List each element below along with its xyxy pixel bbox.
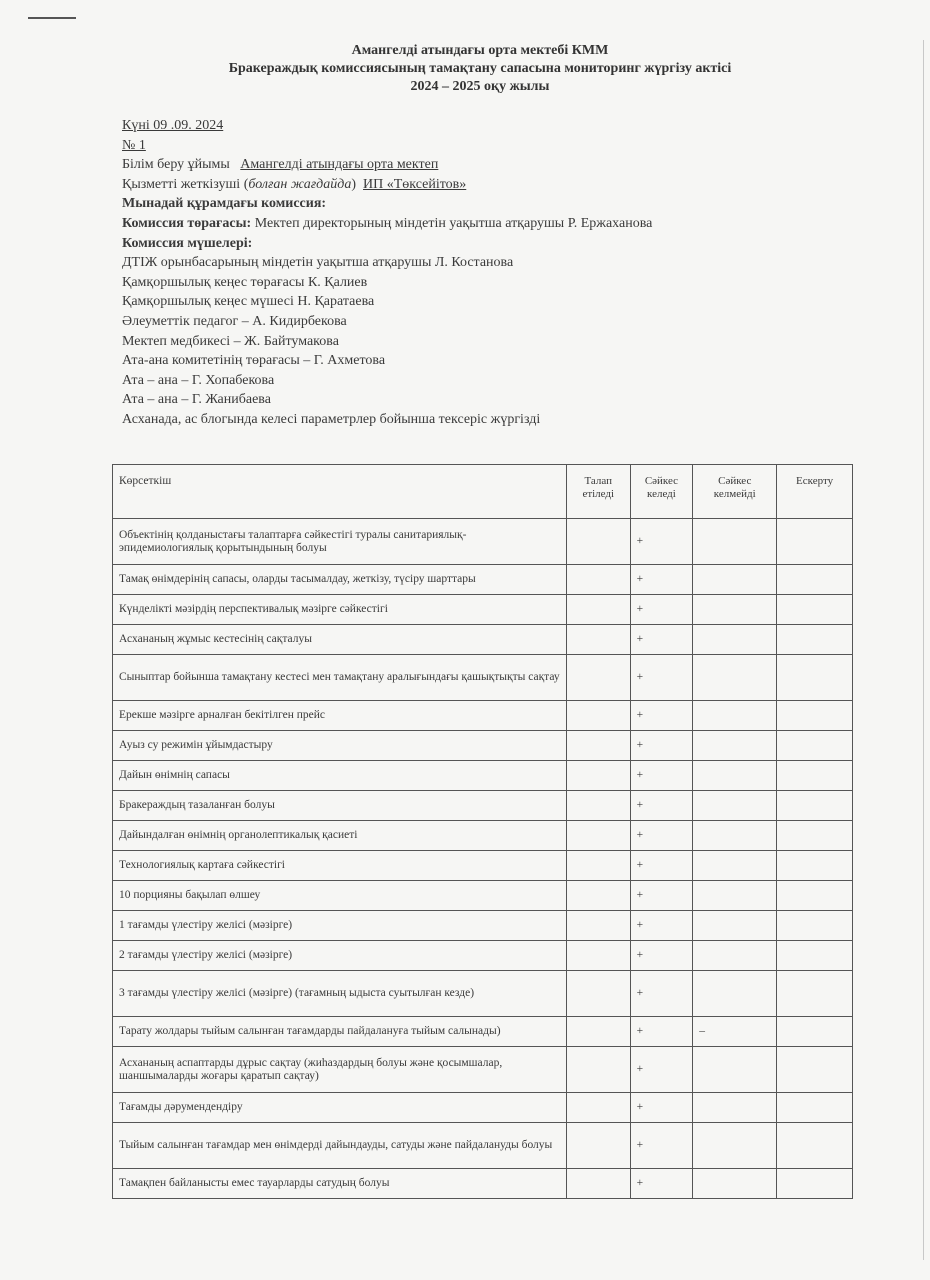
row-note — [777, 971, 853, 1017]
table-row — [113, 625, 853, 655]
member-item: Қамқоршылық кеңес төрағасы К. Қалиев — [122, 274, 368, 290]
row-indicator: Күнделікті мәзірдің перспективалық мәзірге сәйкестігі — [113, 595, 567, 625]
row-required — [566, 655, 630, 701]
table-row — [113, 731, 853, 761]
row-required — [566, 881, 630, 911]
row-indicator: Тамақпен байланысты емес тауарларды сатудың болуы — [113, 1169, 567, 1199]
row-compliant-mark: + — [630, 761, 693, 791]
table-body — [113, 519, 853, 1199]
organization-line — [122, 155, 842, 175]
row-compliant-mark: + — [630, 625, 693, 655]
row-indicator: Ерекше мәзірге арналған бекітілген прейс — [113, 701, 567, 731]
page-edge-line — [923, 40, 924, 1260]
commission-heading: Мынадай құрамдағы комиссия: — [122, 196, 327, 212]
row-required — [566, 941, 630, 971]
row-required — [566, 1047, 630, 1093]
row-compliant-mark: + — [630, 911, 693, 941]
header-act-title: Бракераждық комиссиясының тамақтану сапасына мониторинг жүргізу актісі — [228, 61, 732, 76]
row-compliant-mark: + — [630, 565, 693, 595]
row-required — [566, 761, 630, 791]
row-indicator: Тарату жолдары тыйым салынған тағамдарды пайдалануға тыйым салынады) — [113, 1017, 567, 1047]
row-noncompliant — [693, 595, 777, 625]
row-required — [566, 1123, 630, 1169]
table-row — [113, 565, 853, 595]
row-required — [566, 565, 630, 595]
row-noncompliant — [693, 881, 777, 911]
chair-label: Комиссия төрағасы: — [122, 215, 252, 231]
row-required — [566, 821, 630, 851]
table-row — [113, 1093, 853, 1123]
row-required — [566, 851, 630, 881]
row-noncompliant — [693, 761, 777, 791]
header-compliant: Сәйкес келеді — [630, 465, 693, 519]
table-row — [113, 911, 853, 941]
table-row — [113, 1047, 853, 1093]
row-required — [566, 1093, 630, 1123]
row-indicator: Дайындалған өнімнің органолептикалық қасиеті — [113, 821, 567, 851]
chair-line — [122, 214, 842, 234]
table-row — [113, 941, 853, 971]
inspection-table — [112, 464, 853, 1199]
table-row — [113, 971, 853, 1017]
document-header — [100, 42, 860, 96]
act-info — [122, 116, 842, 430]
row-indicator: Ауыз су режимін ұйымдастыру — [113, 731, 567, 761]
supplier-label: Қызметті жеткізуші ( — [122, 176, 249, 192]
row-note — [777, 881, 853, 911]
row-compliant-mark: + — [630, 731, 693, 761]
chair-value: Мектеп директорының міндетін уақытша атқарушы Р. Ержаханова — [254, 215, 653, 231]
row-compliant-mark: + — [630, 941, 693, 971]
row-compliant-mark: + — [630, 1169, 693, 1199]
act-date: Күні 09 .09. 2024 — [122, 118, 224, 133]
row-indicator: 10 порцияны бақылап өлшеу — [113, 881, 567, 911]
row-note — [777, 731, 853, 761]
row-note — [777, 851, 853, 881]
row-note — [777, 1017, 853, 1047]
supplier-value: ИП «Төксейітов» — [363, 176, 467, 192]
row-note — [777, 791, 853, 821]
table-header-row — [113, 465, 853, 519]
row-compliant-mark: + — [630, 655, 693, 701]
row-note — [777, 565, 853, 595]
table-row — [113, 791, 853, 821]
row-required — [566, 701, 630, 731]
table-row — [113, 881, 853, 911]
row-indicator: Асхананың жұмыс кестесінің сақталуы — [113, 625, 567, 655]
organization-label: Білім беру ұйымы — [122, 157, 230, 173]
closing-line: Асханада, ас блогында келесі параметрлер бойынша тексеріс жүргізді — [122, 411, 541, 427]
act-number: № 1 — [122, 137, 146, 153]
header-noncompliant: Сәйкес келмейді — [693, 465, 777, 519]
row-noncompliant — [693, 565, 777, 595]
row-note — [777, 821, 853, 851]
row-indicator: 1 тағамды үлестіру желісі (мәзірге) — [113, 911, 567, 941]
row-compliant-mark: + — [630, 791, 693, 821]
row-required — [566, 1169, 630, 1199]
row-note — [777, 1123, 853, 1169]
members-heading: Комиссия мүшелері: — [122, 235, 253, 251]
member-item: ДТІЖ орынбасарының міндетін уақытша атқарушы Л. Костанова — [122, 255, 514, 271]
row-noncompliant: – — [693, 1017, 777, 1047]
row-noncompliant — [693, 851, 777, 881]
row-compliant-mark: + — [630, 701, 693, 731]
row-note — [777, 761, 853, 791]
header-school: Амангелді атындағы орта мектебі КММ — [351, 43, 609, 58]
table-row — [113, 1017, 853, 1047]
row-compliant-mark: + — [630, 1017, 693, 1047]
table-row — [113, 595, 853, 625]
row-required — [566, 971, 630, 1017]
row-note — [777, 1169, 853, 1199]
table-row — [113, 655, 853, 701]
row-required — [566, 1017, 630, 1047]
row-indicator: Сыныптар бойынша тамақтану кестесі мен тамақтану аралығындағы қашықтықты сақтау — [113, 655, 567, 701]
row-noncompliant — [693, 655, 777, 701]
row-indicator: Дайын өнімнің сапасы — [113, 761, 567, 791]
row-noncompliant — [693, 971, 777, 1017]
row-compliant-mark: + — [630, 881, 693, 911]
scan-artifact-line — [28, 17, 76, 19]
row-noncompliant — [693, 1169, 777, 1199]
row-noncompliant — [693, 625, 777, 655]
table-row — [113, 701, 853, 731]
row-indicator: Тамақ өнімдерінің сапасы, оларды тасымалдау, жеткізу, түсіру шарттары — [113, 565, 567, 595]
row-required — [566, 625, 630, 655]
header-indicator: Көрсеткіш — [113, 465, 567, 519]
row-note — [777, 1047, 853, 1093]
row-note — [777, 625, 853, 655]
row-noncompliant — [693, 701, 777, 731]
row-noncompliant — [693, 1123, 777, 1169]
table-row — [113, 821, 853, 851]
row-indicator: Технологиялық картаға сәйкестігі — [113, 851, 567, 881]
table-row — [113, 1123, 853, 1169]
row-compliant-mark: + — [630, 821, 693, 851]
supplier-note: болған жағдайда — [248, 176, 352, 192]
row-required — [566, 731, 630, 761]
row-indicator: Тағамды дәрумендендіру — [113, 1093, 567, 1123]
supplier-close: ) — [351, 176, 357, 192]
row-note — [777, 941, 853, 971]
table-row — [113, 851, 853, 881]
header-note: Ескерту — [777, 465, 853, 519]
table-row — [113, 519, 853, 565]
row-indicator: 3 тағамды үлестіру желісі (мәзірге) (тағамның ыдыста суытылған кезде) — [113, 971, 567, 1017]
row-noncompliant — [693, 821, 777, 851]
header-year: 2024 – 2025 оқу жылы — [410, 79, 550, 94]
row-required — [566, 519, 630, 565]
member-item: Әлеуметтік педагог – А. Кидирбекова — [122, 313, 347, 329]
row-noncompliant — [693, 941, 777, 971]
member-item: Ата – ана – Г. Жанибаева — [122, 392, 271, 408]
supplier-line — [122, 175, 842, 195]
row-compliant-mark: + — [630, 971, 693, 1017]
row-indicator: Объектінің қолданыстағы талаптарға сәйкестігі туралы санитариялық-эпидемиологиялық қорытындының болуы — [113, 519, 567, 565]
row-compliant-mark: + — [630, 519, 693, 565]
row-required — [566, 595, 630, 625]
organization-value: Амангелді атындағы орта мектеп — [240, 157, 439, 173]
row-noncompliant — [693, 1093, 777, 1123]
row-required — [566, 791, 630, 821]
row-compliant-mark: + — [630, 595, 693, 625]
member-item: Қамқоршылық кеңес мүшесі Н. Қаратаева — [122, 294, 375, 310]
table-row — [113, 1169, 853, 1199]
row-compliant-mark: + — [630, 851, 693, 881]
row-noncompliant — [693, 911, 777, 941]
row-note — [777, 701, 853, 731]
row-indicator: 2 тағамды үлестіру желісі (мәзірге) — [113, 941, 567, 971]
row-required — [566, 911, 630, 941]
row-indicator: Асхананың аспаптарды дұрыс сақтау (жиһаздардың болуы және қосымшалар, шаншымаларды жоғары қаратып сақтау) — [113, 1047, 567, 1093]
table-row — [113, 761, 853, 791]
row-compliant-mark: + — [630, 1093, 693, 1123]
row-compliant-mark: + — [630, 1123, 693, 1169]
row-note — [777, 655, 853, 701]
row-note — [777, 519, 853, 565]
row-indicator: Тыйым салынған тағамдар мен өнімдерді дайындауды, сатуды және пайдалануды болуы — [113, 1123, 567, 1169]
row-note — [777, 1093, 853, 1123]
row-note — [777, 911, 853, 941]
row-noncompliant — [693, 791, 777, 821]
member-item: Мектеп медбикесі – Ж. Байтумакова — [122, 333, 339, 349]
row-noncompliant — [693, 519, 777, 565]
row-indicator: Бракераждың тазаланған болуы — [113, 791, 567, 821]
member-item: Ата-ана комитетінің төрағасы – Г. Ахметова — [122, 353, 386, 369]
header-required: Талап етіледі — [566, 465, 630, 519]
member-item: Ата – ана – Г. Хопабекова — [122, 372, 275, 388]
row-noncompliant — [693, 731, 777, 761]
row-note — [777, 595, 853, 625]
row-compliant-mark: + — [630, 1047, 693, 1093]
row-noncompliant — [693, 1047, 777, 1093]
